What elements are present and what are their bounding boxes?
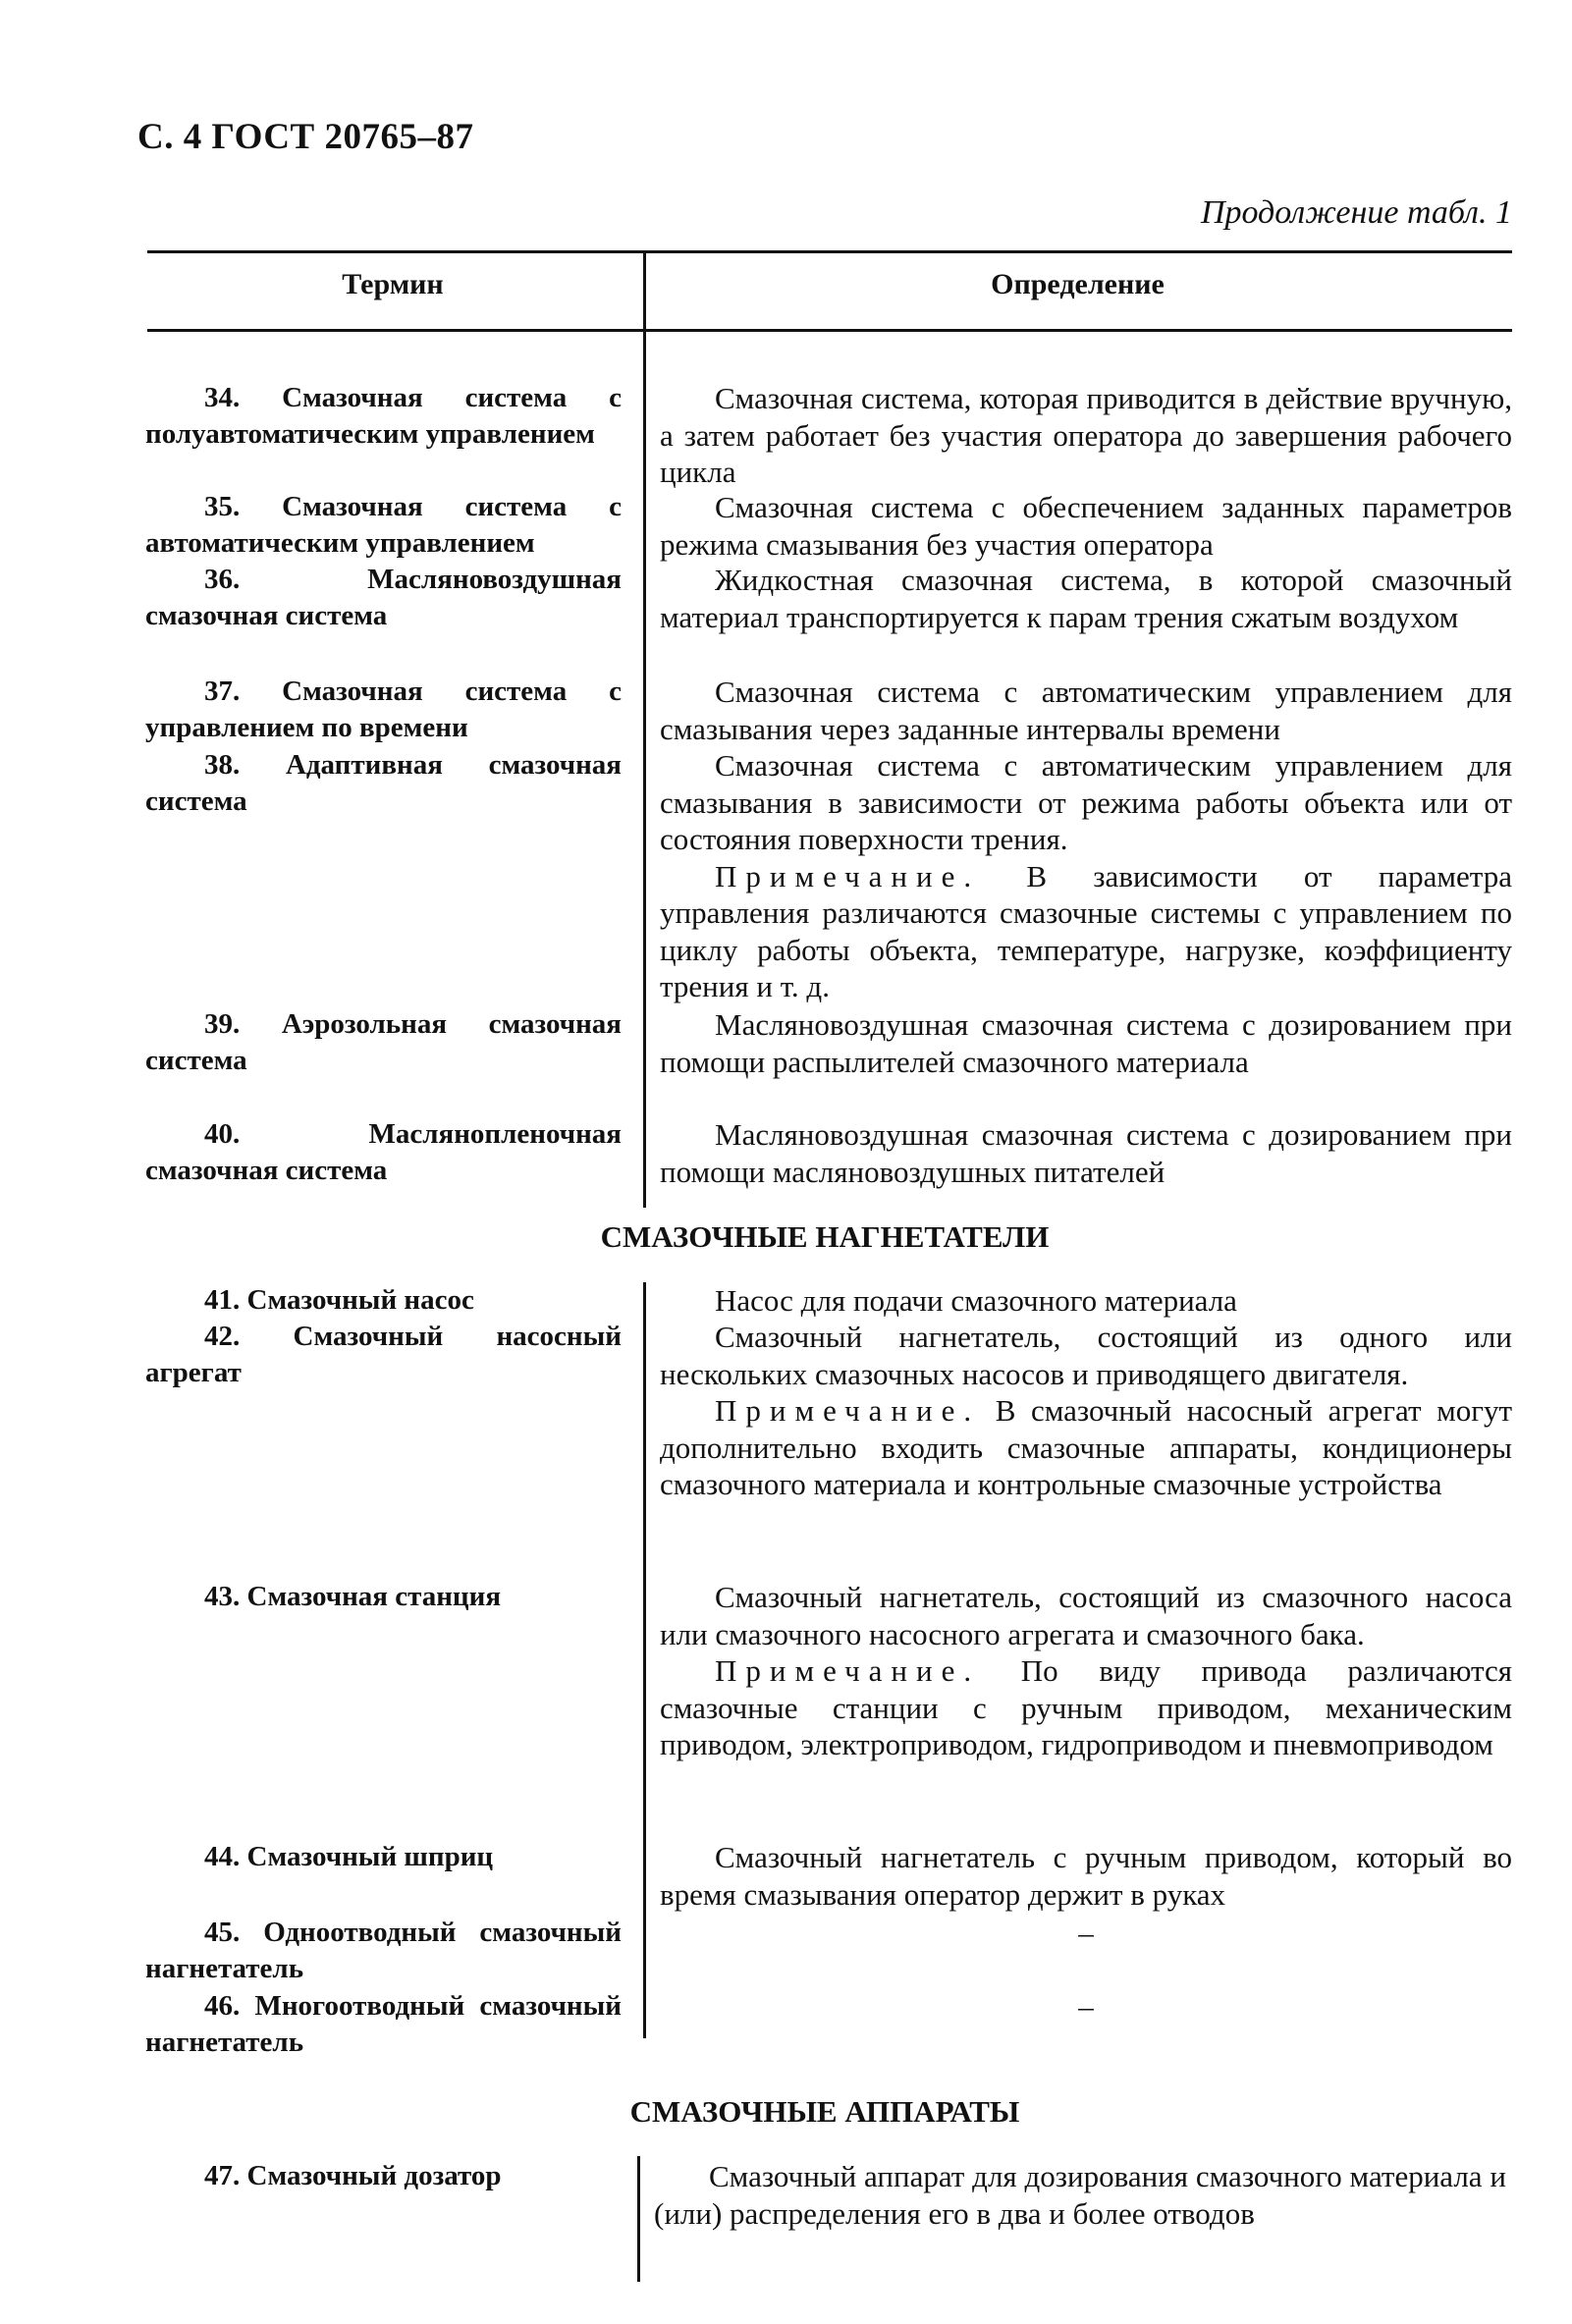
definition-cell (660, 1319, 1512, 1503)
table-header-rule (147, 329, 1512, 332)
note-text: В смазочный насосный агрегат могут дополнительно входить смазочные аппараты, кондиционеры смазочного материала и контрольные смазочные устройства (660, 1393, 1512, 1501)
definition-cell: – (1078, 1989, 1094, 2024)
definition-cell: Смазочная система с автоматическим управлением для смазывания через заданные интервалы времени (660, 675, 1512, 746)
term-cell: 43. Смазочная станция (204, 1581, 502, 1612)
term-cell: 37. Смазочная система с управлением по времени (145, 676, 622, 743)
note-paragraph (660, 858, 1512, 1005)
column-divider (643, 250, 646, 1208)
definition-cell: – (1078, 1916, 1094, 1950)
term-cell: 44. Смазочный шприц (204, 1841, 494, 1872)
definition-cell: Масляновоздушная смазочная система с дозированием при помощи масляновоздушных питателей (660, 1117, 1512, 1189)
column-divider (643, 1282, 646, 2038)
column-divider (637, 2156, 640, 2282)
definition-text: Смазочная система с автоматическим управлением для смазывания в зависимости от режима работы объекта или от состояния поверхности трения. (660, 748, 1512, 856)
definition-cell (660, 747, 1512, 1005)
table-continuation-label: Продолжение табл. 1 (1200, 194, 1512, 231)
term-cell: 35. Смазочная система с автоматическим управлением (145, 491, 622, 559)
column-header-definition: Определение (991, 268, 1165, 300)
section-heading: СМАЗОЧНЫЕ НАГНЕТАТЕЛИ (600, 1219, 1050, 1254)
note-label: Примечание. (715, 1393, 981, 1428)
term-cell: 36. Масляновоздушная смазочная система (145, 564, 622, 631)
definition-text: Смазочный нагнетатель, состоящий из смазочного насоса или смазочного насосного агрегата и смазочного бака. (660, 1580, 1512, 1651)
definition-cell: Масляновоздушная смазочная система с дозированием при помощи распылителей смазочного материала (660, 1007, 1512, 1079)
note-text: В зависимости от параметра управления различаются смазочные системы с управлением по циклу работы объекта, температуре, нагрузке, коэффициенту трения и т. д. (660, 858, 1512, 1003)
page-header: С. 4 ГОСТ 20765–87 (137, 117, 474, 157)
definition-cell: Смазочная система, которая приводится в действие вручную, а затем работает без участия оператора до завершения рабочего цикла (660, 381, 1512, 489)
term-cell: 45. Одноотводный смазочный нагнетатель (145, 1917, 622, 1984)
term-cell: 40. Маслянопленочная смазочная система (145, 1118, 622, 1186)
note-paragraph (660, 1652, 1512, 1763)
table-top-rule (147, 250, 1512, 253)
term-cell: 38. Адаптивная смазочная система (145, 749, 622, 817)
term-cell: 34. Смазочная система с полуавтоматическим управлением (145, 382, 622, 450)
note-text: По виду привода различаются смазочные станции с ручным приводом, механическим приводом, электроприводом, гидроприводом и пневмоприводом (660, 1653, 1512, 1761)
term-cell: 42. Смазочный насосный агрегат (145, 1321, 622, 1388)
note-label: Примечание. (715, 1653, 981, 1688)
definition-cell: Смазочный аппарат для дозирования смазочного материала и (или) распределения его в два и более отводов (654, 2159, 1506, 2231)
definition-text: Смазочный нагнетатель, состоящий из одного или нескольких смазочных насосов и приводящего двигателя. (660, 1320, 1512, 1391)
section-heading: СМАЗОЧНЫЕ АППАРАТЫ (629, 2094, 1020, 2129)
definition-cell: Насос для подачи смазочного материала (715, 1283, 1237, 1318)
note-paragraph (660, 1392, 1512, 1503)
term-cell: 46. Многоотводный смазочный нагнетатель (145, 1990, 622, 2058)
document-page (137, 0, 1512, 2324)
term-cell: 39. Аэрозольная смазочная система (145, 1008, 622, 1076)
term-cell: 41. Смазочный насос (204, 1284, 474, 1316)
note-label: Примечание. (715, 858, 981, 893)
definition-cell: Жидкостная смазочная система, в которой смазочный материал транспортируется к парам трения сжатым воздухом (660, 563, 1512, 634)
term-cell: 47. Смазочный дозатор (204, 2160, 502, 2191)
definition-cell: Смазочная система с обеспечением заданных параметров режима смазывания без участия оператора (660, 490, 1512, 562)
definition-cell (660, 1579, 1512, 1763)
definition-cell: Смазочный нагнетатель с ручным приводом, который во время смазывания оператор держит в руках (660, 1840, 1512, 1912)
column-header-term: Термин (342, 268, 444, 300)
